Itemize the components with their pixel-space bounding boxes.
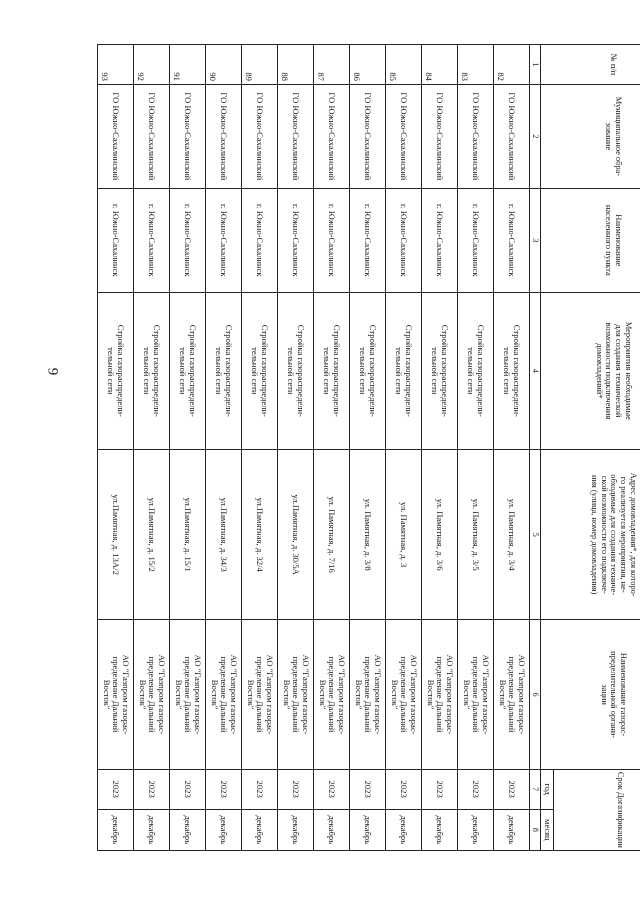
column-number: 5 bbox=[530, 449, 541, 620]
organization-cell: АО "Газпром газорас- пределение Дальний Восток" bbox=[278, 620, 314, 769]
header-municipality: Муниципальное обра- зование bbox=[541, 84, 640, 188]
municipality-cell: ГО Южно-Сахалинский bbox=[314, 84, 350, 188]
month-cell: декабрь bbox=[170, 809, 206, 850]
month-cell: декабрь bbox=[134, 809, 170, 850]
year-cell: 2023 bbox=[458, 769, 494, 809]
table-row bbox=[170, 45, 206, 851]
column-number: 8 bbox=[530, 809, 541, 850]
column-number-row bbox=[530, 45, 541, 851]
measure-cell: Стройка газораспредели- тельной сети bbox=[494, 292, 530, 449]
row-number: 86 bbox=[350, 45, 386, 85]
locality-cell: г. Южно-Сахалинск bbox=[278, 188, 314, 292]
table-row bbox=[242, 45, 278, 851]
municipality-cell: ГО Южно-Сахалинский bbox=[242, 84, 278, 188]
month-cell: декабрь bbox=[278, 809, 314, 850]
row-number: 92 bbox=[134, 45, 170, 85]
organization-cell: АО "Газпром газорас- пределение Дальний Восток" bbox=[458, 620, 494, 769]
locality-cell: г. Южно-Сахалинск bbox=[494, 188, 530, 292]
measure-cell: Стройка газораспредели- тельной сети bbox=[422, 292, 458, 449]
row-number: 83 bbox=[458, 45, 494, 85]
row-number: 84 bbox=[422, 45, 458, 85]
locality-cell: г. Южно-Сахалинск bbox=[206, 188, 242, 292]
column-number: 1 bbox=[530, 45, 541, 85]
header-month: месяц bbox=[541, 809, 554, 850]
address-cell: ул. Памятная, д. 7/16 bbox=[314, 449, 350, 620]
municipality-cell: ГО Южно-Сахалинский bbox=[494, 84, 530, 188]
row-number: 90 bbox=[206, 45, 242, 85]
month-cell: декабрь bbox=[422, 809, 458, 850]
municipality-cell: ГО Южно-Сахалинский bbox=[350, 84, 386, 188]
municipality-cell: ГО Южно-Сахалинский bbox=[134, 84, 170, 188]
gasification-table bbox=[97, 44, 640, 851]
table-row bbox=[314, 45, 350, 851]
header-year: год bbox=[541, 769, 554, 809]
header-locality: Наименование населенного пункта bbox=[541, 188, 640, 292]
table-row bbox=[350, 45, 386, 851]
month-cell: декабрь bbox=[458, 809, 494, 850]
table-body bbox=[98, 45, 530, 851]
address-cell: ул.Памятная, д. 32/4 bbox=[242, 449, 278, 620]
month-cell: декабрь bbox=[98, 809, 134, 850]
month-cell: декабрь bbox=[494, 809, 530, 850]
table-row bbox=[494, 45, 530, 851]
table-row bbox=[458, 45, 494, 851]
table-row bbox=[206, 45, 242, 851]
organization-cell: АО "Газпром газорас- пределение Дальний Восток" bbox=[386, 620, 422, 769]
measure-cell: Стройка газораспредели- тельной сети bbox=[350, 292, 386, 449]
locality-cell: г. Южно-Сахалинск bbox=[386, 188, 422, 292]
year-cell: 2023 bbox=[422, 769, 458, 809]
address-cell: ул. Памятная, д. 3/4 bbox=[494, 449, 530, 620]
header-deadline: Срок Догазификации bbox=[554, 769, 640, 850]
year-cell: 2023 bbox=[242, 769, 278, 809]
month-cell: декабрь bbox=[314, 809, 350, 850]
address-cell: ул. Памятная, д. 3 bbox=[386, 449, 422, 620]
address-cell: ул.Памятная, д. 15/1 bbox=[170, 449, 206, 620]
address-cell: ул.Памятная, д. 34/3 bbox=[206, 449, 242, 620]
organization-cell: АО "Газпром газорас- пределение Дальний Восток" bbox=[242, 620, 278, 769]
header-org: Наименование газорас- пределительной органи- зации bbox=[541, 620, 640, 769]
organization-cell: АО "Газпром газорас- пределение Дальний Восток" bbox=[494, 620, 530, 769]
measure-cell: Стройка газораспредели- тельной сети bbox=[386, 292, 422, 449]
measure-cell: Стройка газораспредели- тельной сети bbox=[170, 292, 206, 449]
address-cell: ул.Памятная, д. 15/2 bbox=[134, 449, 170, 620]
measure-cell: Стройка газораспредели- тельной сети bbox=[458, 292, 494, 449]
organization-cell: АО "Газпром газорас- пределение Дальний Восток" bbox=[170, 620, 206, 769]
organization-cell: АО "Газпром газорас- пределение Дальний Восток" bbox=[98, 620, 134, 769]
address-cell: ул.Памятная, д. 13А/2 bbox=[98, 449, 134, 620]
locality-cell: г. Южно-Сахалинск bbox=[458, 188, 494, 292]
measure-cell: Стройка газораспредели- тельной сети bbox=[98, 292, 134, 449]
page-number: 9 bbox=[44, 367, 61, 376]
municipality-cell: ГО Южно-Сахалинский bbox=[98, 84, 134, 188]
column-number: 4 bbox=[530, 292, 541, 449]
header-num: № п/п bbox=[541, 45, 640, 85]
organization-cell: АО "Газпром газорас- пределение Дальний Восток" bbox=[134, 620, 170, 769]
row-number: 89 bbox=[242, 45, 278, 85]
measure-cell: Стройка газораспредели- тельной сети bbox=[242, 292, 278, 449]
row-number: 87 bbox=[314, 45, 350, 85]
locality-cell: г. Южно-Сахалинск bbox=[134, 188, 170, 292]
table-row bbox=[278, 45, 314, 851]
year-cell: 2023 bbox=[134, 769, 170, 809]
locality-cell: г. Южно-Сахалинск bbox=[98, 188, 134, 292]
table-row bbox=[98, 45, 134, 851]
month-cell: декабрь bbox=[206, 809, 242, 850]
month-cell: декабрь bbox=[350, 809, 386, 850]
year-cell: 2023 bbox=[314, 769, 350, 809]
year-cell: 2023 bbox=[350, 769, 386, 809]
municipality-cell: ГО Южно-Сахалинский bbox=[422, 84, 458, 188]
municipality-cell: ГО Южно-Сахалинский bbox=[278, 84, 314, 188]
year-cell: 2023 bbox=[386, 769, 422, 809]
month-cell: декабрь bbox=[242, 809, 278, 850]
locality-cell: г. Южно-Сахалинск bbox=[422, 188, 458, 292]
organization-cell: АО "Газпром газорас- пределение Дальний Восток" bbox=[350, 620, 386, 769]
year-cell: 2023 bbox=[98, 769, 134, 809]
year-cell: 2023 bbox=[278, 769, 314, 809]
organization-cell: АО "Газпром газорас- пределение Дальний Восток" bbox=[206, 620, 242, 769]
locality-cell: г. Южно-Сахалинск bbox=[350, 188, 386, 292]
table-row bbox=[134, 45, 170, 851]
address-cell: ул.Памятная, д. 30/5А bbox=[278, 449, 314, 620]
column-number: 7 bbox=[530, 769, 541, 809]
measure-cell: Стройка газораспредели- тельной сети bbox=[206, 292, 242, 449]
column-number: 6 bbox=[530, 620, 541, 769]
municipality-cell: ГО Южно-Сахалинский bbox=[206, 84, 242, 188]
row-number: 91 bbox=[170, 45, 206, 85]
column-number: 3 bbox=[530, 188, 541, 292]
row-number: 82 bbox=[494, 45, 530, 85]
header-address: Адрес домовладения*, для которо- го реализуется мероприятия, не- обходимые для создания техниче- ской возможности его подключе- ния (улица, номер домовладения) bbox=[541, 449, 640, 620]
table-row bbox=[386, 45, 422, 851]
address-cell: ул. Памятная, д. 3/8 bbox=[350, 449, 386, 620]
address-cell: ул. Памятная, д. 3/5 bbox=[458, 449, 494, 620]
year-cell: 2023 bbox=[206, 769, 242, 809]
column-number: 2 bbox=[530, 84, 541, 188]
municipality-cell: ГО Южно-Сахалинский bbox=[386, 84, 422, 188]
measure-cell: Стройка газораспредели- тельной сети bbox=[278, 292, 314, 449]
measure-cell: Стройка газораспредели- тельной сети bbox=[314, 292, 350, 449]
year-cell: 2023 bbox=[170, 769, 206, 809]
measure-cell: Стройка газораспредели- тельной сети bbox=[134, 292, 170, 449]
row-number: 93 bbox=[98, 45, 134, 85]
locality-cell: г. Южно-Сахалинск bbox=[170, 188, 206, 292]
locality-cell: г. Южно-Сахалинск bbox=[314, 188, 350, 292]
address-cell: ул. Памятная, д. 3/6 bbox=[422, 449, 458, 620]
row-number: 85 bbox=[386, 45, 422, 85]
month-cell: декабрь bbox=[386, 809, 422, 850]
table-wrapper bbox=[99, 44, 640, 851]
header-measures: Мероприятия необходимые для создания технической возможности подключения домовладений* bbox=[541, 292, 640, 449]
organization-cell: АО "Газпром газорас- пределение Дальний Восток" bbox=[422, 620, 458, 769]
year-cell: 2023 bbox=[494, 769, 530, 809]
municipality-cell: ГО Южно-Сахалинский bbox=[170, 84, 206, 188]
municipality-cell: ГО Южно-Сахалинский bbox=[458, 84, 494, 188]
row-number: 88 bbox=[278, 45, 314, 85]
organization-cell: АО "Газпром газорас- пределение Дальний Восток" bbox=[314, 620, 350, 769]
table-row bbox=[422, 45, 458, 851]
locality-cell: г. Южно-Сахалинск bbox=[242, 188, 278, 292]
